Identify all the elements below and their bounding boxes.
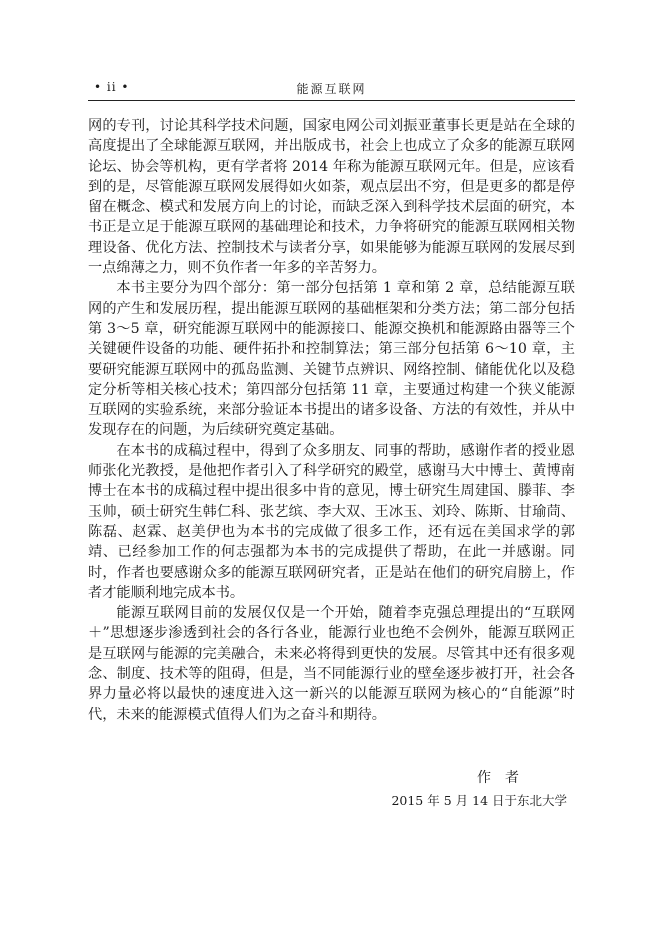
running-header — [88, 80, 575, 101]
paragraph-continuation: 网的专刊，讨论其科学技术问题，国家电网公司刘振亚董事长更是站在全球的高度提出了全球能源互联网，并出版成书，社会上也成立了众多的能源互联网论坛、协会等机构，更有学者将 2014 年称为能源互联网元年。但是，应该看到的是，尽管能源互联网发展得如火如荼，观点层出不穷，但是更多的都是停留在概念、模式和发展方向上的讨论，而缺乏深入到科学技术层面的研究，本书正是立足于能源互联网的基础理论和技术，力争将研究的能源互联网相关物理设备、优化方法、控制技术与读者分享，如果能够为能源互联网的发展尽到一点绵薄之力，则不负作者一年多的辛苦努力。 — [88, 118, 575, 277]
book-title: 能源互联网 — [296, 82, 367, 96]
page-number: • ii • — [94, 80, 130, 94]
paragraph-book-structure: 本书主要分为四个部分：第一部分包括第 1 章和第 2 章，总结能源互联网的产生和发展历程，提出能源互联网的基础框架和分类方法；第二部分包括第 3～5 章，研究能源互联网中的能源接口、能源交换机和能源路由器等三个关键硬件设备的功能、硬件拓扑和控制算法；第三部分包括第 6～10 章，主要研究能源互联网中的孤岛监测、关键节点辨识、网络控制、储能优化以及稳定分析等相关核心技术；第四部分包括第 11 章，主要通过构建一个狭义能源互联网的实验系统，来部分验证本书提出的诸多设备、方法的有效性，并从中发现存在的问题，为后续研究奠定基础。 — [88, 280, 575, 439]
author-label: 作者 — [477, 770, 533, 786]
paragraph-outlook: 能源互联网目前的发展仅仅是一个开始，随着李克强总理提出的“互联网＋”思想逐步渗透到社会的各行各业，能源行业也绝不会例外，能源互联网正是互联网与能源的完美融合，未来必将得到更快的发展。尽管其中还有很多观念、制度、技术等的阻碍，但是，当不同能源行业的壁垒逐步被打开，社会各界力量必将以最快的速度进入这一新兴的以能源互联网为核心的“自能源”时代，未来的能源模式值得人们为之奋斗和期待。 — [88, 605, 575, 723]
paragraph-acknowledgements: 在本书的成稿过程中，得到了众多朋友、同事的帮助，感谢作者的授业恩师张化光教授，是他把作者引入了科学研究的殿堂，感谢马大中博士、黄博南博士在本书的成稿过程中提出很多中肯的意见，博士研究生周建国、滕菲、李玉帅，硕士研究生韩仁科、张艺缤、李大双、王冰玉、刘玲、陈斯、甘瑜茼、陈磊、赵霖、赵美伊也为本书的完成做了很多工作，还有远在美国求学的郭靖、已经参加工作的何志强都为本书的完成提供了帮助，在此一并感谢。同时，作者也要感谢众多的能源互联网研究者，正是站在他们的研究肩膀上，作者才能顺利地完成本书。 — [88, 442, 575, 601]
date-location: 2015 年 5 月 14 日于东北大学 — [391, 793, 567, 808]
preface-body — [88, 116, 575, 725]
